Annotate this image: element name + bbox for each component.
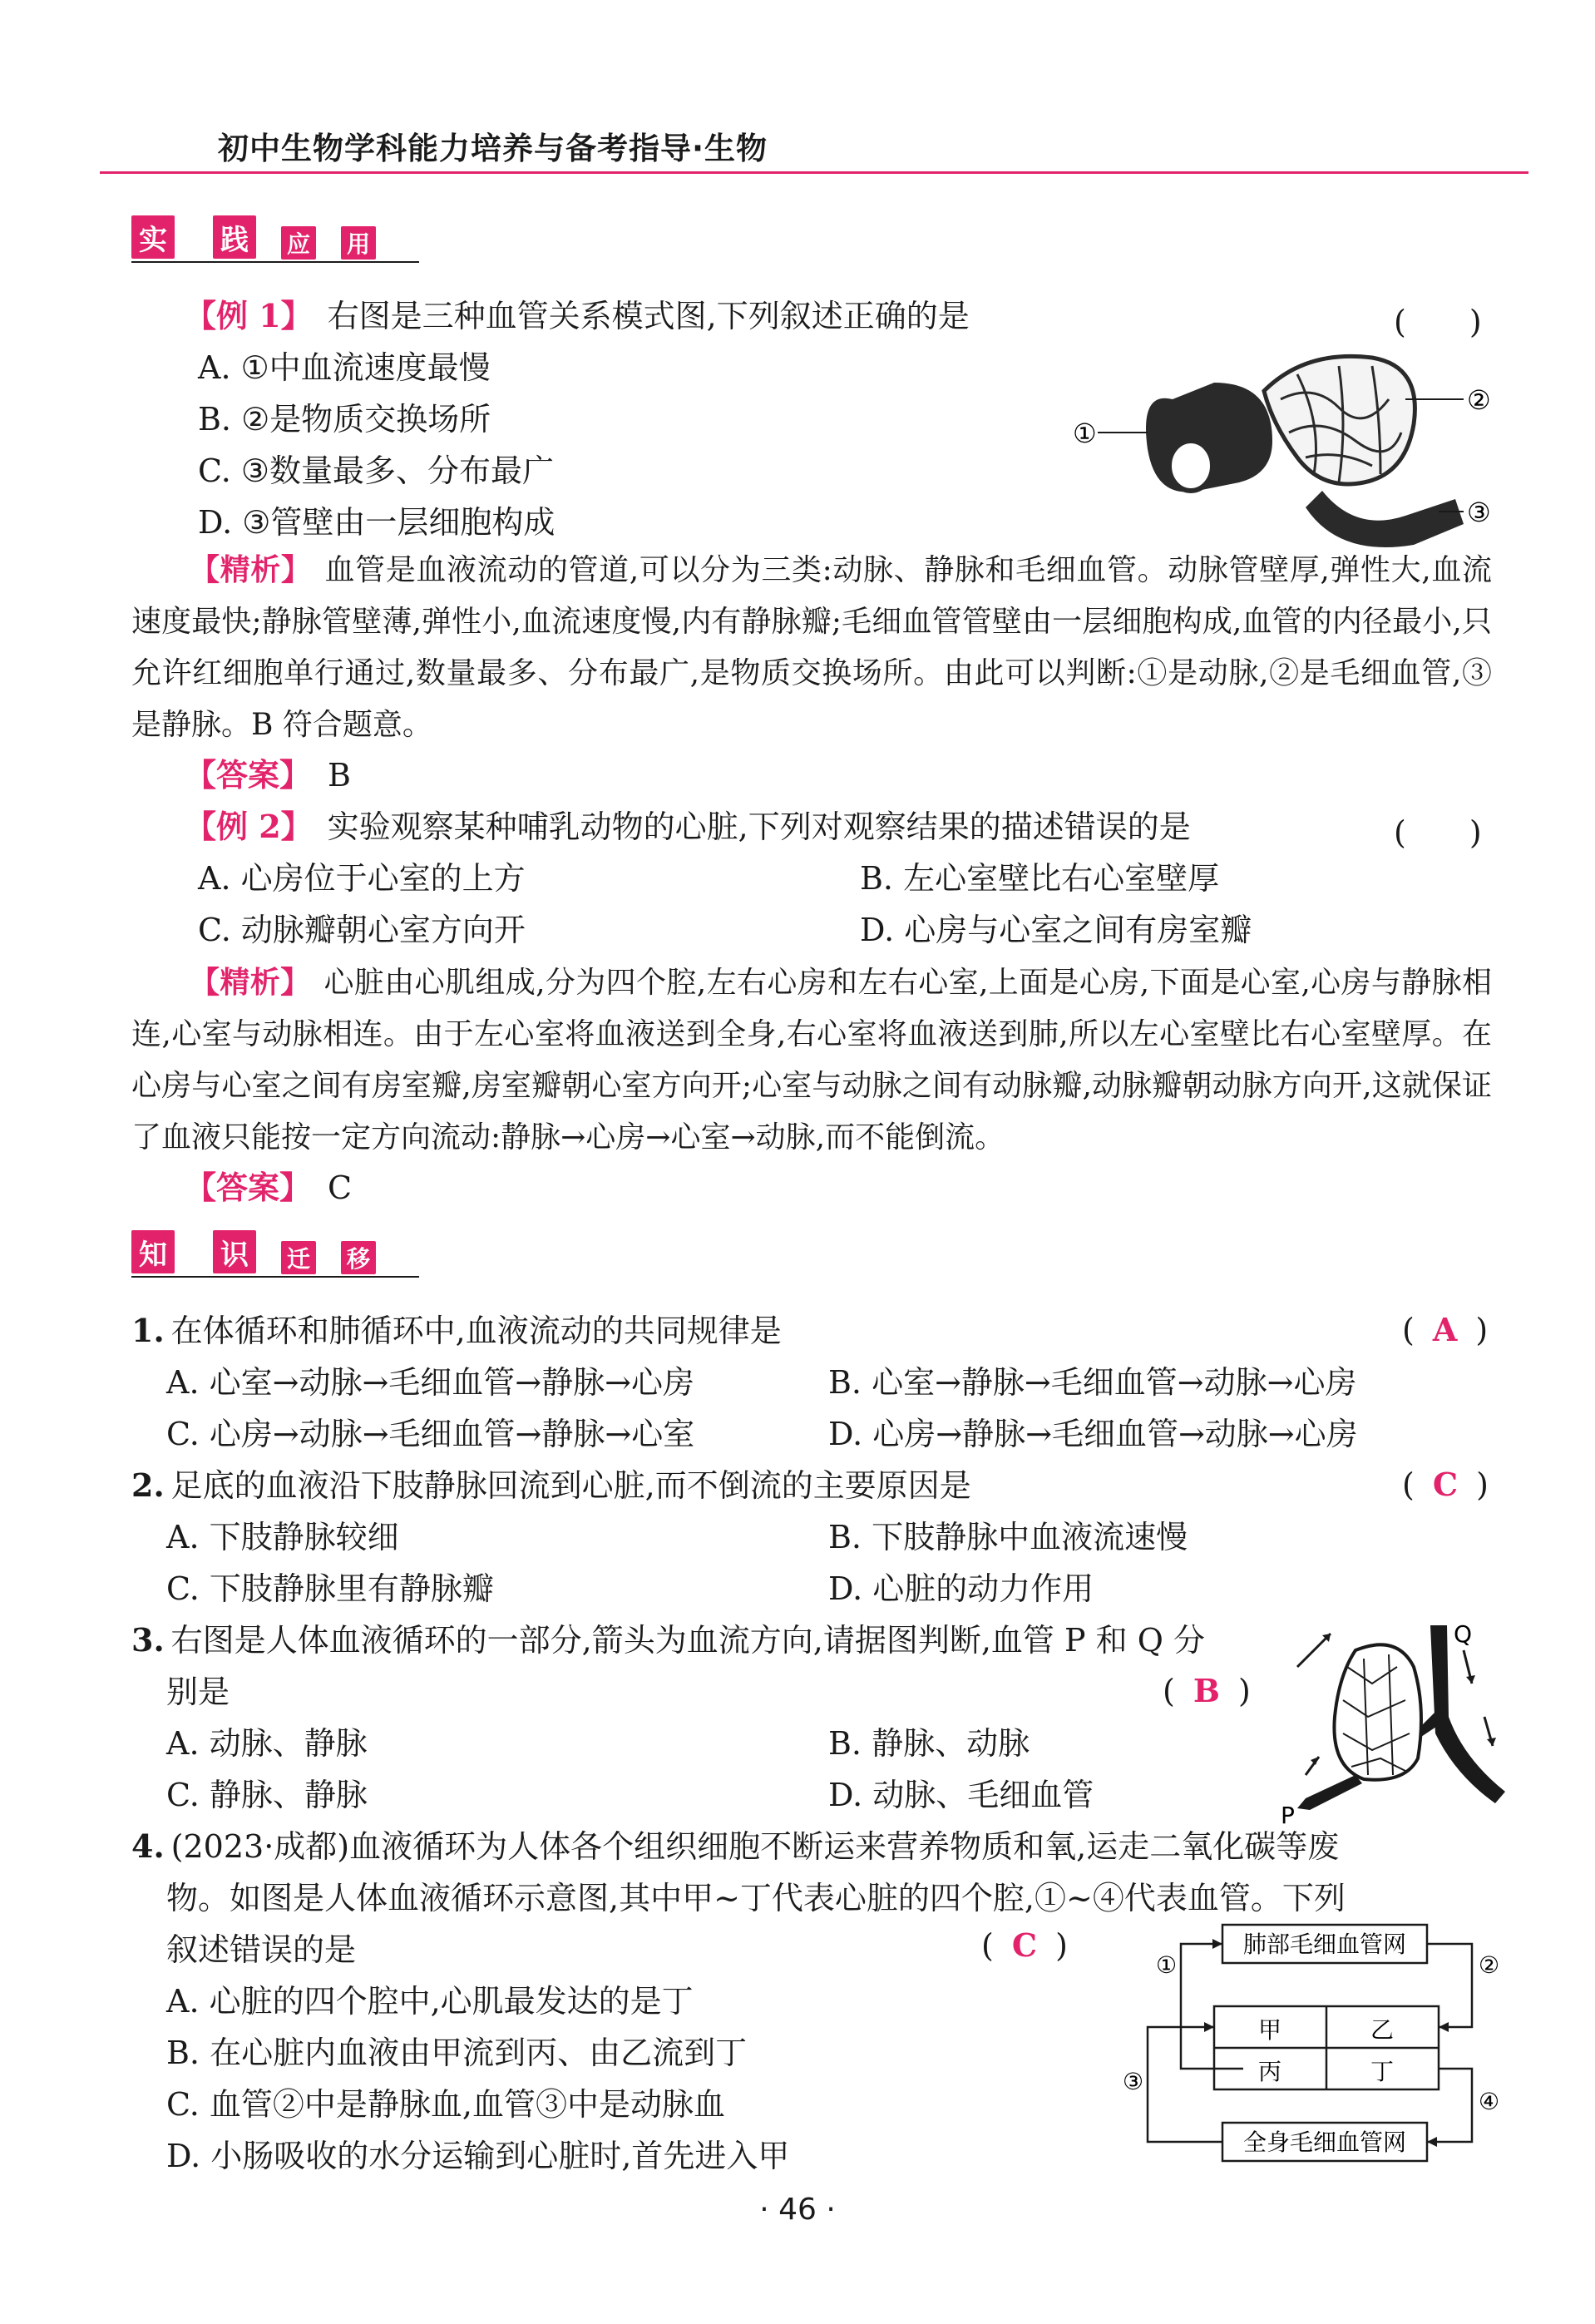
ex2-stem: 实验观察某种哺乳动物的心脏,下列对观察结果的描述错误的是 bbox=[327, 808, 1191, 845]
artery-lumen bbox=[1169, 441, 1212, 491]
label-p: P bbox=[1281, 1802, 1295, 1825]
ex2-tag: 【例 2】 bbox=[185, 808, 313, 845]
paren-close: ) bbox=[1237, 1673, 1251, 1709]
q2-stem-line bbox=[131, 1466, 971, 1506]
arrow-head bbox=[1427, 2137, 1437, 2147]
q1-stem: 在体循环和肺循环中,血液流动的共同规律是 bbox=[170, 1313, 782, 1349]
ex2-answer-tag: 【答案】 bbox=[185, 1169, 312, 1206]
section-char: 移 bbox=[341, 1241, 376, 1274]
q4-stem-2: 物。如图是人体血液循环示意图,其中甲~丁代表心脏的四个腔,①~④代表血管。下列 bbox=[166, 1880, 1346, 1916]
q4-number: 4. bbox=[131, 1827, 165, 1865]
circulation-diagram bbox=[1098, 1923, 1514, 2173]
ex2-option-b: B. 左心室壁比右心室壁厚 bbox=[860, 860, 1220, 897]
vessel-label-4: ④ bbox=[1479, 2088, 1500, 2115]
body-box-label: 全身毛细血管网 bbox=[1242, 2129, 1407, 2156]
q3-answer: B bbox=[1193, 1672, 1220, 1709]
ex1-tag: 【例 1】 bbox=[185, 297, 313, 334]
ex1-stem-line bbox=[185, 296, 970, 336]
chamber-yi: 乙 bbox=[1370, 2016, 1395, 2044]
header-rule bbox=[100, 171, 1528, 174]
ex1-analysis-text: 血管是血液流动的管道,可以分为三类:动脉、静脉和毛细血管。动脉管壁厚,弹性大,血流速度最快;静脉管壁薄,弹性小,血流速度慢,内有静脉瓣;毛细血管管壁由一层细胞构成,血管的内径最小,只允许红细胞单行通过,数量最多、分布最广,是物质交换场所。由此可以判断:①是动脉,②是毛细血管,③是静脉。B 符合题意。 bbox=[131, 553, 1492, 742]
label-q: Q bbox=[1454, 1620, 1473, 1648]
q1-answer-paren bbox=[1402, 1311, 1488, 1348]
ex1-option-a: A. ①中血流速度最慢 bbox=[198, 349, 491, 386]
section-underline bbox=[131, 261, 419, 263]
paren-close: ) bbox=[1055, 1927, 1068, 1964]
ex1-option-c: C. ③数量最多、分布最广 bbox=[198, 452, 554, 489]
arrow-head bbox=[1204, 2022, 1214, 2032]
vessel-label-3: ③ bbox=[1123, 2068, 1144, 2095]
ex2-paren: ( ) bbox=[1394, 814, 1482, 851]
q3-stem-line1 bbox=[131, 1620, 1205, 1660]
ex1-option-b: B. ②是物质交换场所 bbox=[198, 401, 491, 438]
chamber-bing: 丙 bbox=[1257, 2058, 1282, 2085]
q1-option-b: B. 心室→静脉→毛细血管→动脉→心房 bbox=[828, 1364, 1357, 1401]
chamber-jia: 甲 bbox=[1257, 2016, 1282, 2044]
vessel-label-2: ② bbox=[1479, 1951, 1500, 1979]
paren-open: ( bbox=[1402, 1466, 1415, 1503]
paren-open: ( bbox=[981, 1927, 994, 1964]
section-underline bbox=[131, 1276, 419, 1278]
q3-answer-paren bbox=[1163, 1672, 1251, 1709]
arrow-head bbox=[1439, 2022, 1449, 2032]
q3-number: 3. bbox=[131, 1621, 165, 1659]
section-heading-practice bbox=[131, 215, 383, 260]
q3-option-a: A. 动脉、静脉 bbox=[166, 1725, 368, 1762]
section-char: 应 bbox=[281, 226, 316, 260]
ex2-answer: C bbox=[328, 1169, 353, 1206]
q4-answer-paren bbox=[981, 1926, 1068, 1964]
q1-option-d: D. 心房→静脉→毛细血管→动脉→心房 bbox=[828, 1416, 1358, 1452]
q4-option-a: A. 心脏的四个腔中,心肌最发达的是丁 bbox=[166, 1983, 694, 2020]
blood-flow-diagram bbox=[1272, 1617, 1522, 1825]
q4-stem-line1 bbox=[131, 1827, 1339, 1867]
ex1-answer-line bbox=[185, 755, 351, 795]
section-char: 用 bbox=[341, 226, 376, 260]
q4-stem-1: (2023·成都)血液循环为人体各个组织细胞不断运来营养物质和氧,运走二氧化碳等废 bbox=[170, 1828, 1340, 1865]
q2-answer-paren bbox=[1402, 1466, 1489, 1503]
ex2-answer-line bbox=[185, 1168, 352, 1208]
ex1-stem: 右图是三种血管关系模式图,下列叙述正确的是 bbox=[327, 298, 970, 334]
vessel-label-1: ① bbox=[1156, 1951, 1178, 1979]
section-char: 迁 bbox=[281, 1241, 316, 1274]
vein-shape bbox=[1306, 491, 1464, 547]
q1-answer: A bbox=[1432, 1311, 1458, 1348]
ex1-answer: B bbox=[328, 757, 351, 794]
arrow-head bbox=[1212, 1939, 1222, 1949]
q2-stem: 足底的血液沿下肢静脉回流到心脏,而不倒流的主要原因是 bbox=[170, 1467, 971, 1504]
ex2-stem-line bbox=[185, 807, 1191, 847]
q1-option-a: A. 心室→动脉→毛细血管→静脉→心房 bbox=[166, 1364, 694, 1401]
vessel-p bbox=[1297, 1775, 1362, 1810]
q3-option-c: C. 静脉、静脉 bbox=[166, 1777, 368, 1813]
q2-answer: C bbox=[1432, 1466, 1459, 1503]
ex1-analysis-tag: 【精析】 bbox=[190, 552, 312, 587]
blood-vessel-diagram bbox=[1073, 333, 1505, 566]
section-char: 践 bbox=[213, 215, 256, 259]
figure-label-1: ① bbox=[1073, 418, 1097, 449]
q3-stem-1: 右图是人体血液循环的一部分,箭头为血流方向,请据图判断,血管 P 和 Q 分 bbox=[170, 1622, 1205, 1659]
chamber-ding: 丁 bbox=[1370, 2058, 1395, 2085]
vessel-q bbox=[1430, 1625, 1505, 1803]
paren-close: ) bbox=[1476, 1466, 1489, 1503]
ex2-option-d: D. 心房与心室之间有房室瓣 bbox=[860, 912, 1252, 948]
ex2-option-a: A. 心房位于心室的上方 bbox=[198, 860, 526, 897]
q2-number: 2. bbox=[131, 1466, 165, 1504]
q4-option-c: C. 血管②中是静脉血,血管③中是动脉血 bbox=[166, 2086, 725, 2123]
q4-stem-3: 叙述错误的是 bbox=[166, 1931, 357, 1968]
ex1-paren: ( ) bbox=[1394, 304, 1482, 340]
figure-label-2: ② bbox=[1467, 384, 1491, 416]
paren-open: ( bbox=[1163, 1673, 1175, 1709]
ex2-analysis bbox=[131, 957, 1492, 1164]
section-char: 实 bbox=[131, 215, 175, 259]
paren-close: ) bbox=[1475, 1312, 1489, 1348]
q2-option-a: A. 下肢静脉较细 bbox=[166, 1519, 399, 1555]
q3-option-d: D. 动脉、毛细血管 bbox=[828, 1777, 1094, 1813]
ex1-option-d: D. ③管壁由一层细胞构成 bbox=[198, 504, 556, 541]
q2-option-d: D. 心脏的动力作用 bbox=[828, 1570, 1094, 1607]
paren-open: ( bbox=[1402, 1312, 1415, 1348]
ex1-answer-tag: 【答案】 bbox=[185, 756, 312, 794]
q1-option-c: C. 心房→动脉→毛细血管→静脉→心室 bbox=[166, 1416, 695, 1452]
section-char: 识 bbox=[213, 1230, 256, 1273]
q1-stem-line bbox=[131, 1311, 782, 1351]
figure-label-3: ③ bbox=[1467, 497, 1491, 528]
section-heading-transfer bbox=[131, 1229, 383, 1274]
q3-option-b: B. 静脉、动脉 bbox=[828, 1725, 1030, 1762]
page-number: · 46 · bbox=[759, 2193, 836, 2227]
vessel-3 bbox=[1148, 2027, 1222, 2142]
q4-option-b: B. 在心脏内血液由甲流到丙、由乙流到丁 bbox=[166, 2035, 748, 2071]
q3-stem-2: 别是 bbox=[166, 1674, 230, 1710]
q4-answer: C bbox=[1011, 1926, 1038, 1964]
q2-option-c: C. 下肢静脉里有静脉瓣 bbox=[166, 1570, 494, 1607]
ex2-option-c: C. 动脉瓣朝心室方向开 bbox=[198, 912, 526, 948]
page-header-title: 初中生物学科能力培养与备考指导·生物 bbox=[218, 131, 768, 166]
ex2-analysis-text: 心脏由心肌组成,分为四个腔,左右心房和左右心室,上面是心房,下面是心室,心房与静脉相连,心室与动脉相连。由于左心室将血液送到全身,右心室将血液送到肺,所以左心室壁比右心室壁厚。在心房与心室之间有房室瓣,房室瓣朝心室方向开;心室与动脉之间有动脉瓣,动脉瓣朝动脉方向开,这就保证了血液只能按一定方向流动:静脉→心房→心室→动脉,而不能倒流。 bbox=[131, 966, 1492, 1155]
q2-option-b: B. 下肢静脉中血液流速慢 bbox=[828, 1519, 1188, 1555]
q4-option-d: D. 小肠吸收的水分运输到心脏时,首先进入甲 bbox=[166, 2138, 790, 2174]
q1-number: 1. bbox=[131, 1312, 165, 1349]
ex1-analysis bbox=[131, 544, 1492, 751]
lung-box-label: 肺部毛细血管网 bbox=[1242, 1931, 1407, 1958]
section-char: 知 bbox=[131, 1230, 175, 1273]
arrow-head bbox=[1311, 1757, 1319, 1765]
ex2-analysis-tag: 【精析】 bbox=[190, 965, 311, 1000]
